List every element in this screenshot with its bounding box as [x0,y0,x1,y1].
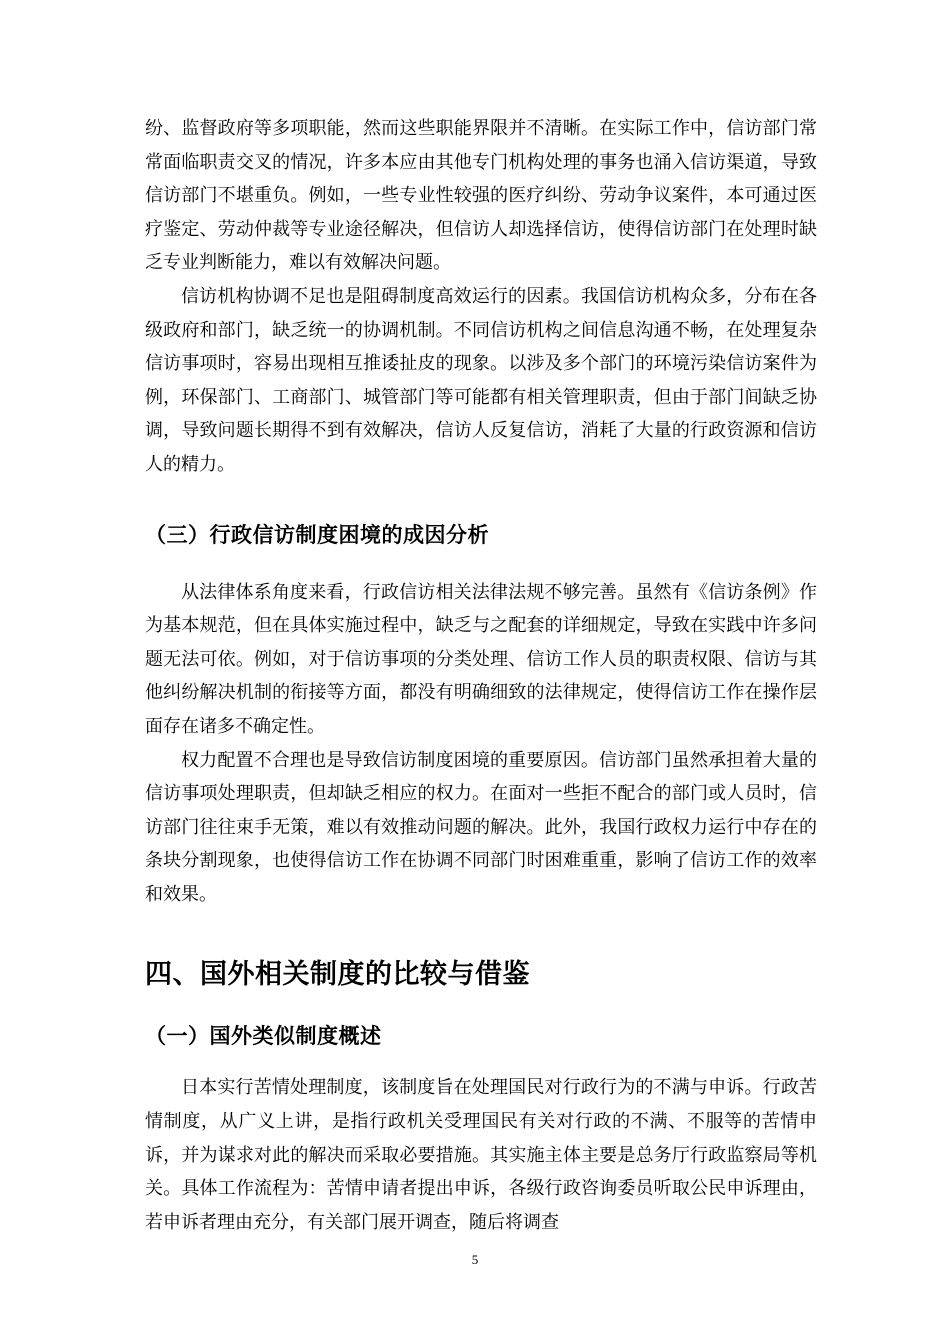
body-paragraph: 信访机构协调不足也是阻碍制度高效运行的因素。我国信访机构众多，分布在各级政府和部门，缺乏统一的协调机制。不同信访机构之间信息沟通不畅，在处理复杂信访事项时，容易出现相互推诿扯皮的现象。以涉及多个部门的环境污染信访案件为例，环保部门、工商部门、城管部门等可能都有相关管理职责，但由于部门间缺乏协调，导致问题长期得不到有效解决，信访人反复信访，消耗了大量的行政资源和信访人的精力。 [145,285,817,475]
subsection-heading: （一）国外类似制度概述 [145,1024,382,1049]
body-paragraph: 纷、监督政府等多项职能，然而这些职能界限并不清晰。在实际工作中，信访部门常常面临职责交叉的情况，许多本应由其他专门机构处理的事务也涌入信访渠道，导致信访部门不堪重负。例如，一些专业性较强的医疗纠纷、劳动争议案件，本可通过医疗鉴定、劳动仲裁等专业途径解决，但信访人却选择信访，使得信访部门在处理时缺乏专业判断能力，难以有效解决问题。 [145,118,817,274]
section-heading: 四、国外相关制度的比较与借鉴 [145,959,530,991]
body-paragraph: 权力配置不合理也是导致信访制度困境的重要原因。信访部门虽然承担着大量的信访事项处理职责，但却缺乏相应的权力。在面对一些拒不配合的部门或人员时，信访部门往往束手无策，难以有效推动问题的解决。此外，我国行政权力运行中存在的条块分割现象，也使得信访工作在协调不同部门时困难重重，影响了信访工作的效率和效果。 [145,749,817,905]
document-page [145,112,817,1239]
subsection-heading: （三）行政信访制度困境的成因分析 [145,522,489,547]
body-paragraph: 日本实行苦情处理制度，该制度旨在处理国民对行政行为的不满与申诉。行政苦情制度，从广义上讲，是指行政机关受理国民有关对行政的不满、不服等的苦情申诉，并为谋求对此的解决而采取必要措施。其实施主体主要是总务厅行政监察局等机关。具体工作流程为：苦情申请者提出申诉，各级行政咨询委员听取公民申诉理由，若申诉者理由充分，有关部门展开调查，随后将调查 [145,1077,817,1233]
page-number: 5 [471,1252,479,1267]
body-paragraph: 从法律体系角度来看，行政信访相关法律法规不够完善。虽然有《信访条例》作为基本规范，但在具体实施过程中，缺乏与之配套的详细规定，导致在实践中许多问题无法可依。例如，对于信访事项的分类处理、信访工作人员的职责权限、信访与其他纠纷解决机制的衔接等方面，都没有明确细致的法律规定，使得信访工作在操作层面存在诸多不确定性。 [145,581,817,737]
